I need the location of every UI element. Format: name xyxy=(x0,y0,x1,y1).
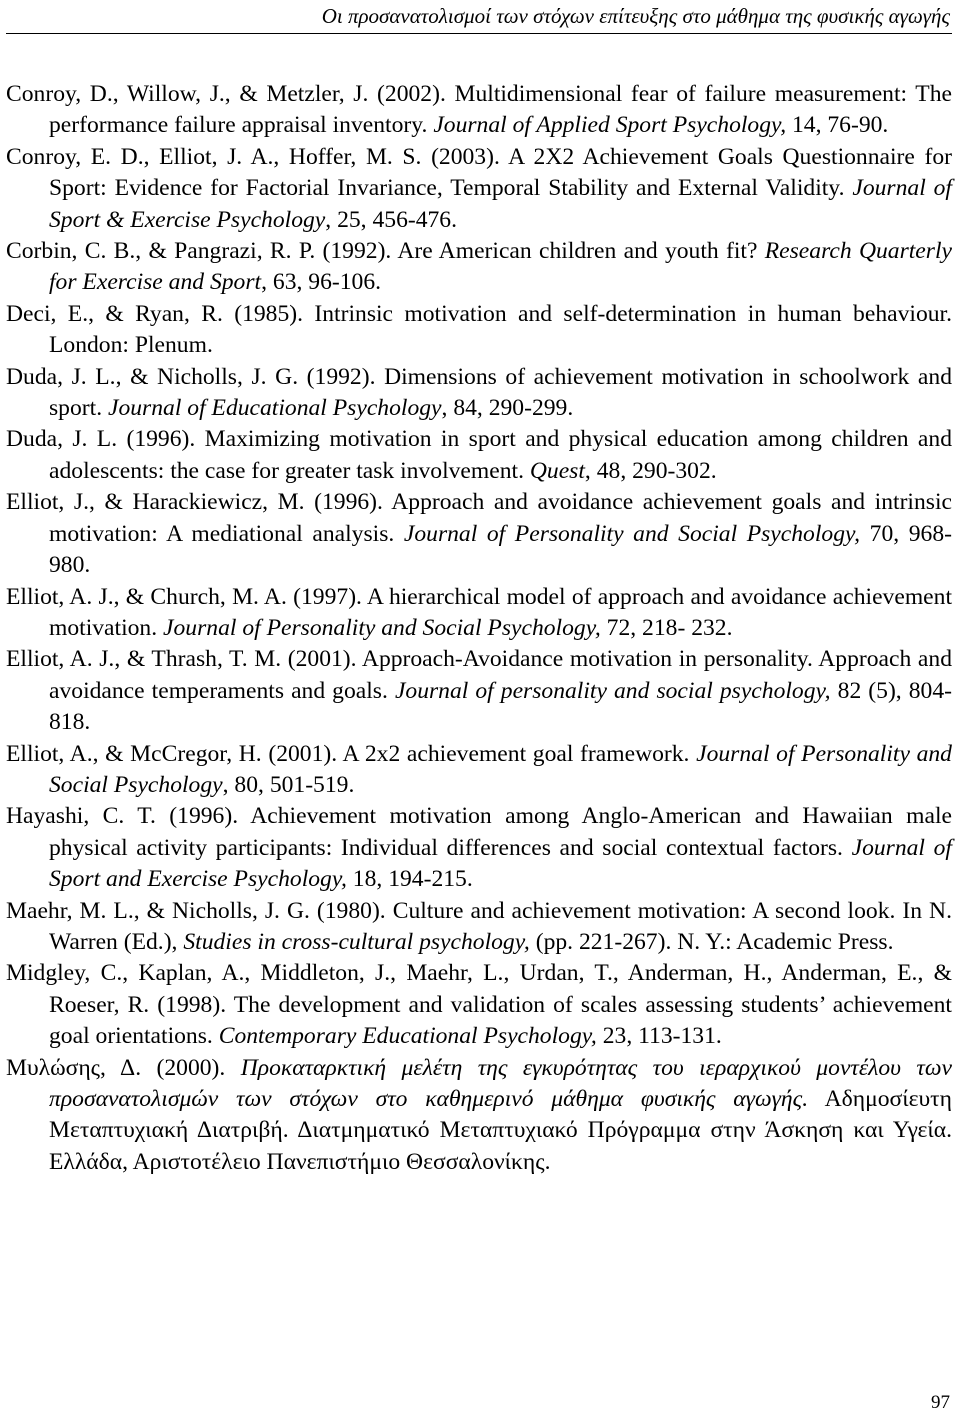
reference-source: Journal of Educational Psychology xyxy=(107,395,442,422)
reference-details: , 48, 290-302. xyxy=(584,457,717,484)
reference-text: Conroy, D., Willow, J., & Metzler, J. (2002). Multidimensional fear of failure measurement: The performance failure appraisal inventory. xyxy=(6,81,952,139)
reference-details: , 80, 501-519. xyxy=(222,771,355,798)
reference-text: Maehr, M. L., & Nicholls, J. G. (1980). Culture and achievement motivation: A second look. In N. Warren (Ed.), xyxy=(6,897,952,955)
reference-source: Journal of personality and social psychology, xyxy=(394,677,831,704)
reference-entry xyxy=(6,644,952,738)
reference-entry xyxy=(6,896,952,959)
reference-source: Quest xyxy=(529,457,585,484)
reference-text: Deci, E., & Ryan, R. (1985). Intrinsic motivation and self-determination in human behaviour. London: Plenum. xyxy=(6,300,952,359)
reference-details: Αδημοσίευτη Μεταπτυχιακή Διατριβή. Διατμηματικό Μεταπτυχιακό Πρόγραμμα στην Άσκηση και Υγεία. Ελλάδα, Αριστοτέλειο Πανεπιστήμιο Θεσσαλονίκης. xyxy=(49,1086,953,1175)
reference-entry xyxy=(6,299,952,362)
reference-text: Midgley, C., Kaplan, A., Middleton, J., Maehr, L., Urdan, T., Anderman, H., Anderman, E., & Roeser, R. (1998). The development and validation of scales assessing students’ achievement goal orientations. xyxy=(6,960,952,1050)
reference-source: Journal of Personality and Social Psychology, xyxy=(403,520,861,547)
reference-entry xyxy=(6,236,952,299)
reference-source: Contemporary Educational Psychology, xyxy=(218,1023,597,1050)
reference-entry xyxy=(6,487,952,581)
reference-details: (pp. 221-267). N. Y.: Academic Press. xyxy=(529,928,894,955)
reference-entry xyxy=(6,801,952,895)
reference-source: Journal of Sport and Exercise Psychology, xyxy=(49,834,952,893)
reference-text: Elliot, J., & Harackiewicz, M. (1996). Approach and avoidance achievement goals and intrinsic motivation: A mediational analysis. xyxy=(6,489,952,547)
reference-text: Corbin, C. B., & Pangrazi, R. P. (1992). Are American children and youth fit? xyxy=(6,238,765,265)
reference-entry xyxy=(6,362,952,425)
reference-text: Elliot, A. J., & Thrash, T. M. (2001). Approach-Avoidance motivation in personality. Approach and avoidance temperaments and goals. xyxy=(6,646,952,704)
running-header: Οι προσανατολισμοί των στόχων επίτευξης στο μάθημα της φυσικής αγωγής xyxy=(321,4,950,28)
reference-text: Duda, J. L., & Nicholls, J. G. (1992). Dimensions of achievement motivation in schoolwork and sport. xyxy=(6,363,952,422)
reference-details: , 63, 96-106. xyxy=(261,269,382,296)
reference-text: Μυλώσης, Δ. (2000). xyxy=(6,1054,241,1081)
reference-details: , 25, 456-476. xyxy=(325,206,458,233)
reference-entry xyxy=(6,958,952,1052)
reference-details: , 84, 290-299. xyxy=(441,395,574,422)
reference-entry xyxy=(6,739,952,802)
reference-entry xyxy=(6,79,952,142)
reference-text: Elliot, A. J., & Church, M. A. (1997). A hierarchical model of approach and avoidance achievement motivation. xyxy=(6,583,952,641)
reference-entry xyxy=(6,582,952,645)
reference-text: Hayashi, C. T. (1996). Achievement motivation among Anglo-American and Hawaiian male physical activity participants: Individual differences and social contextual factors. xyxy=(6,803,952,861)
reference-source: Journal of Sport & Exercise Psychology xyxy=(49,175,952,233)
reference-entry xyxy=(6,1053,952,1179)
reference-text: Conroy, E. D., Elliot, J. A., Hoffer, M. S. (2003). A 2X2 Achievement Goals Questionnaire for Sport: Evidence for Factorial Invariance, Temporal Stability and External Validity. xyxy=(6,143,952,202)
page-number: 97 xyxy=(931,1392,950,1413)
reference-text: Duda, J. L. (1996). Maximizing motivation in sport and physical education among children and adolescents: the case for greater task involvement. xyxy=(6,426,952,484)
reference-details: 14, 76-90. xyxy=(786,112,889,139)
reference-text: Elliot, A., & McCregor, H. (2001). A 2x2 achievement goal framework. xyxy=(6,740,697,767)
reference-source: Journal of Applied Sport Psychology, xyxy=(433,112,787,139)
reference-details: 72, 218- 232. xyxy=(600,614,733,641)
reference-details: 82 (5), 804-818. xyxy=(49,677,952,736)
reference-source: Studies in cross-cultural psychology, xyxy=(183,928,530,955)
reference-list xyxy=(6,79,952,1178)
reference-source: Journal of Personality and Social Psychology, xyxy=(163,614,601,641)
reference-source: Προκαταρκτική μελέτη της εγκυρότητας του ιεραρχικού μοντέλου των προσανατολισμών των στόχων στο καθημερινό μάθημα φυσικής αγωγής. xyxy=(49,1054,952,1112)
header-rule xyxy=(6,33,952,34)
reference-entry xyxy=(6,424,952,487)
reference-entry xyxy=(6,142,952,236)
reference-source: Journal of Personality and Social Psychology xyxy=(49,740,952,798)
reference-details: 23, 113-131. xyxy=(596,1023,722,1050)
reference-details: 70, 968-980. xyxy=(49,520,952,579)
reference-source: Research Quarterly for Exercise and Sport xyxy=(49,238,952,296)
reference-details: 18, 194-215. xyxy=(346,866,473,893)
